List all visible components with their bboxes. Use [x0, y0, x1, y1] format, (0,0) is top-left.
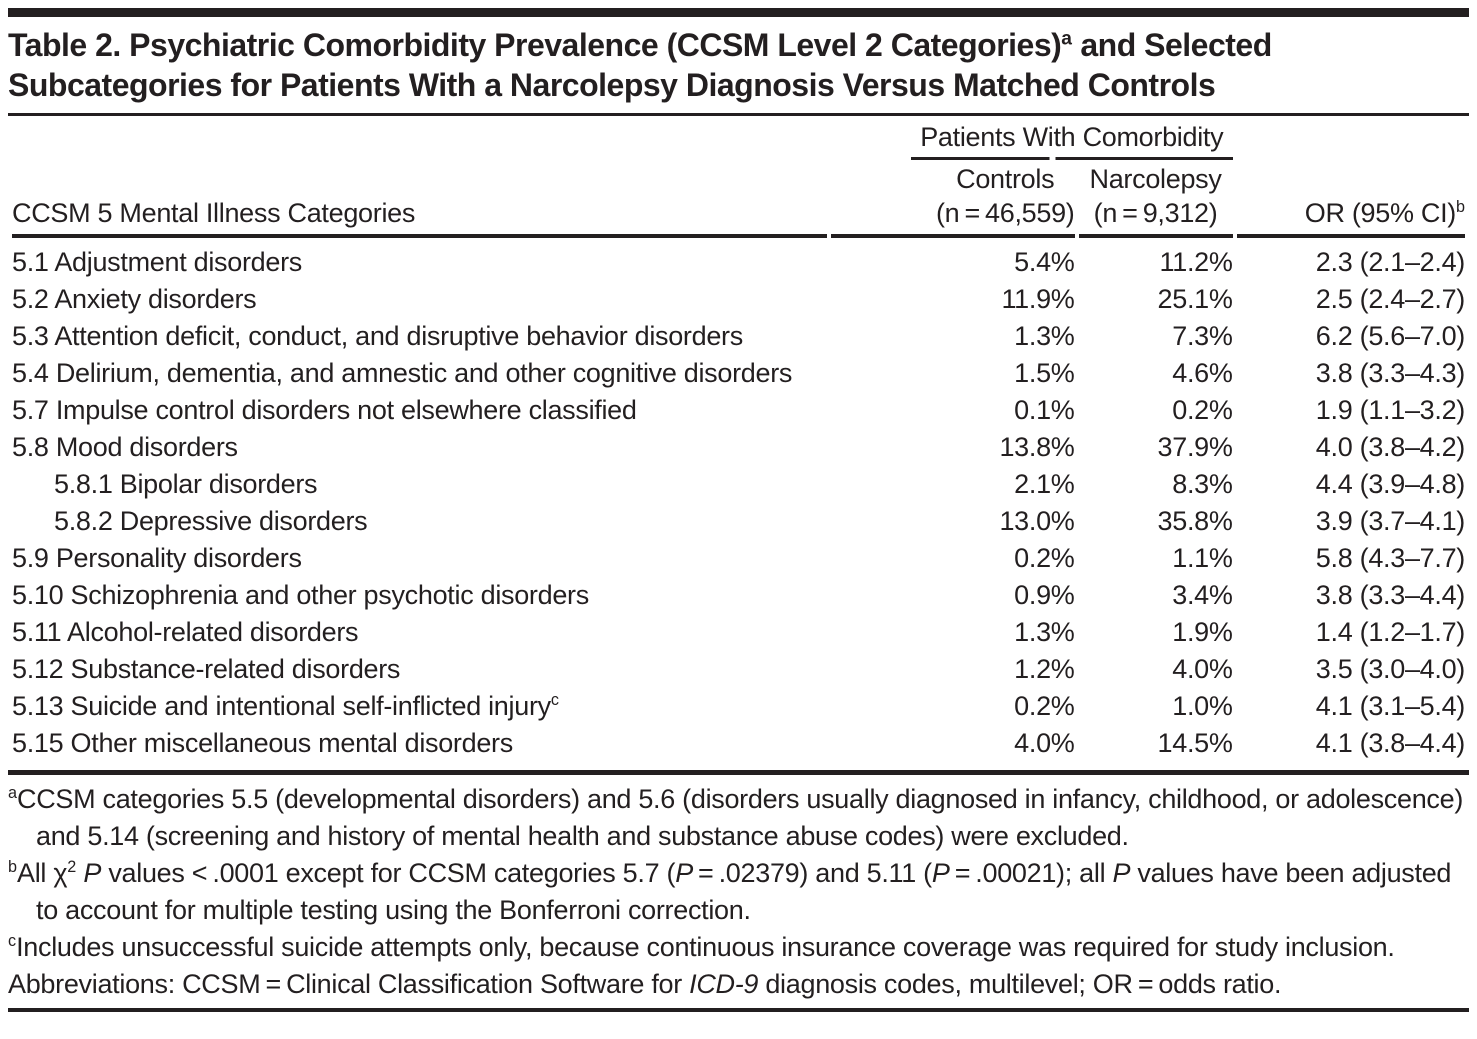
category-cell: 5.8 Mood disorders	[12, 432, 238, 462]
controls-value: 1.3%	[1014, 617, 1075, 647]
or-value: 3.5 (3.0–4.0)	[1315, 654, 1465, 684]
table-header	[12, 119, 1465, 238]
controls-value: 4.0%	[1014, 728, 1075, 758]
table-row	[12, 392, 1465, 429]
footnotes	[8, 770, 1469, 1003]
narcolepsy-value: 35.8%	[1157, 506, 1233, 536]
table-row	[12, 503, 1465, 540]
controls-value: 1.3%	[1014, 321, 1075, 351]
controls-value: 0.9%	[1014, 580, 1075, 610]
narcolepsy-value: 1.1%	[1172, 543, 1233, 573]
comorbidity-table	[8, 119, 1469, 762]
narcolepsy-value: 1.0%	[1172, 691, 1233, 721]
category-cell: 5.12 Substance-related disorders	[12, 654, 401, 684]
spanner-spacer	[1237, 119, 1465, 160]
or-value: 4.1 (3.8–4.4)	[1315, 728, 1465, 758]
table-row	[12, 466, 1465, 503]
controls-value: 0.2%	[1014, 691, 1075, 721]
bottom-rule	[8, 1008, 1469, 1012]
or-value: 1.9 (1.1–3.2)	[1315, 395, 1465, 425]
column-header-categories: CCSM 5 Mental Illness Categories	[12, 160, 827, 238]
narcolepsy-value: 4.0%	[1172, 654, 1233, 684]
table-row	[12, 540, 1465, 577]
or-value: 3.9 (3.7–4.1)	[1315, 506, 1465, 536]
top-rule	[8, 8, 1469, 17]
table-row	[12, 238, 1465, 281]
column-header-row	[12, 160, 1465, 238]
table-row	[12, 577, 1465, 614]
narcolepsy-value: 0.2%	[1172, 395, 1233, 425]
spanner-spacer	[12, 119, 827, 160]
controls-value: 1.5%	[1014, 358, 1075, 388]
or-value: 3.8 (3.3–4.3)	[1315, 358, 1465, 388]
controls-value: 2.1%	[1014, 469, 1075, 499]
narcolepsy-value: 37.9%	[1157, 432, 1233, 462]
controls-value: 13.8%	[999, 432, 1075, 462]
category-cell: 5.8.1 Bipolar disorders	[54, 469, 318, 499]
or-value: 2.5 (2.4–2.7)	[1315, 284, 1465, 314]
or-value: 3.8 (3.3–4.4)	[1315, 580, 1465, 610]
category-cell: 5.9 Personality disorders	[12, 543, 302, 573]
category-cell: 5.7 Impulse control disorders not elsewhere classified	[12, 395, 637, 425]
category-cell: 5.2 Anxiety disorders	[12, 284, 257, 314]
column-header-controls: Controls (n = 46,559)	[831, 160, 1075, 238]
table-row	[12, 281, 1465, 318]
spanner-cell	[831, 119, 1233, 160]
or-value: 4.0 (3.8–4.2)	[1315, 432, 1465, 462]
category-cell: 5.10 Schizophrenia and other psychotic disorders	[12, 580, 589, 610]
narcolepsy-value: 25.1%	[1157, 284, 1233, 314]
table-row	[12, 614, 1465, 651]
controls-value: 0.1%	[1014, 395, 1075, 425]
table-row	[12, 651, 1465, 688]
narcolepsy-value: 1.9%	[1172, 617, 1233, 647]
column-header-narcolepsy: Narcolepsy (n = 9,312)	[1079, 160, 1233, 238]
controls-value: 13.0%	[999, 506, 1075, 536]
controls-value: 5.4%	[1014, 247, 1075, 277]
narcolepsy-value: 7.3%	[1172, 321, 1233, 351]
column-header-or: OR (95% CI)$^b$	[1237, 160, 1465, 238]
category-cell: 5.4 Delirium, dementia, and amnestic and other cognitive disorders	[12, 358, 793, 388]
category-cell: 5.11 Alcohol-related disorders	[12, 617, 359, 647]
table-row	[12, 429, 1465, 466]
or-value: 4.4 (3.9–4.8)	[1315, 469, 1465, 499]
table-row	[12, 318, 1465, 355]
footnote-marker-b: b	[1455, 198, 1465, 216]
table-row	[12, 688, 1465, 725]
narcolepsy-value: 14.5%	[1157, 728, 1233, 758]
category-cell: 5.1 Adjustment disorders	[12, 247, 302, 277]
footnote: $^c$Includes unsuccessful suicide attempts only, because continuous insurance coverage was required for study inclusion.	[8, 932, 1395, 962]
narcolepsy-value: 3.4%	[1172, 580, 1233, 610]
category-cell: 5.13 Suicide and intentional self-inflicted injury$^c$	[12, 691, 559, 721]
narcolepsy-value: 8.3%	[1172, 469, 1233, 499]
or-value: 2.3 (2.1–2.4)	[1315, 247, 1465, 277]
category-cell: 5.8.2 Depressive disorders	[54, 506, 368, 536]
or-value: 1.4 (1.2–1.7)	[1315, 617, 1465, 647]
footnote: $^a$CCSM categories 5.5 (developmental disorders) and 5.6 (disorders usually diagnosed in infancy, childhood, or adolescence) and 5.14 (screening and history of mental health and substance abuse codes) were excluded.	[8, 784, 1464, 851]
table-body	[12, 238, 1465, 762]
or-value: 5.8 (4.3–7.7)	[1315, 543, 1465, 573]
title-rule	[8, 113, 1469, 116]
table-row	[12, 725, 1465, 762]
category-cell: 5.15 Other miscellaneous mental disorders	[12, 728, 513, 758]
narcolepsy-value: 11.2%	[1159, 247, 1233, 277]
controls-value: 0.2%	[1014, 543, 1075, 573]
category-cell: 5.3 Attention deficit, conduct, and disruptive behavior disorders	[12, 321, 743, 351]
controls-value: 1.2%	[1014, 654, 1075, 684]
footnote: $^b$All $\chi^2$ P values < .0001 except for CCSM categories 5.7 (P = .02379) and 5.11 (P = .00021); all P values have been adjusted to account for multiple testing using the Bonferroni correction.	[8, 858, 1452, 925]
spanner-label: Patients With Comorbidity	[920, 122, 1224, 152]
footnote-marker-c: c	[550, 691, 559, 709]
controls-value: 11.9%	[1001, 284, 1075, 314]
or-value: 4.1 (3.1–5.4)	[1315, 691, 1465, 721]
table-row	[12, 355, 1465, 392]
spanner-row	[12, 119, 1465, 160]
or-value: 6.2 (5.6–7.0)	[1315, 321, 1465, 351]
footnote: Abbreviations: CCSM = Clinical Classification Software for ICD-9 diagnosis codes, multilevel; OR = odds ratio.	[8, 969, 1282, 999]
table-title: Table 2. Psychiatric Comorbidity Prevalence (CCSM Level 2 Categories)$^a$ and Selected Subcategories for Patients With a Narcolepsy Diagnosis Versus Matched Controls	[8, 27, 1272, 103]
narcolepsy-value: 4.6%	[1172, 358, 1233, 388]
